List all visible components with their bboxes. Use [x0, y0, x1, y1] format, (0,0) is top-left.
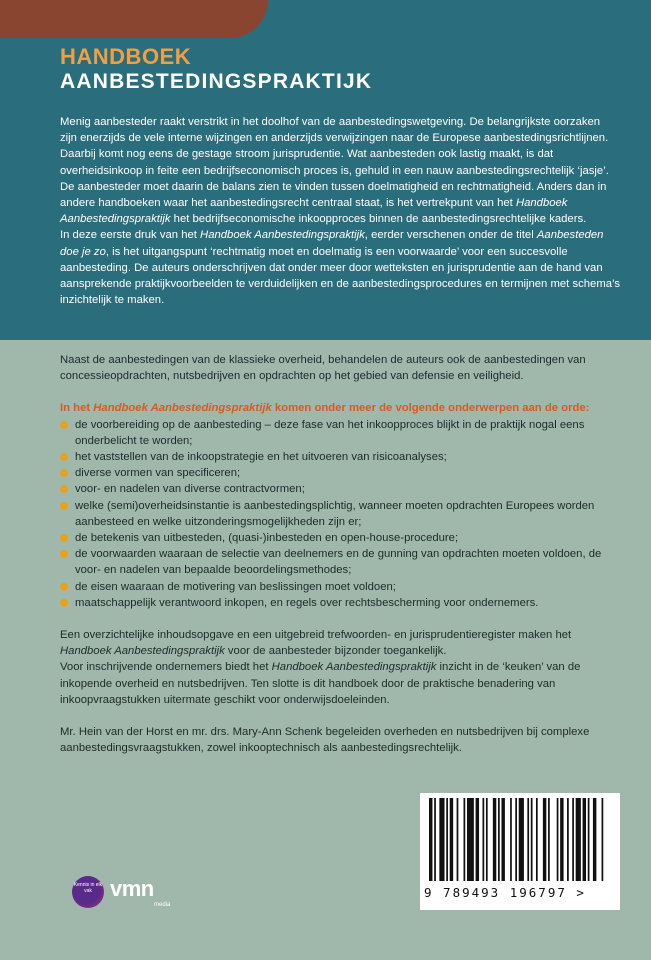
- text-span: Een overzichtelijke inhoudsopgave en een uitgebreid trefwoorden- en jurisprudentieregister maken het: [60, 629, 572, 642]
- list-item: welke (semi)overheidsinstantie is aanbestedingsplichtig, wanneer moeten opdrachten Europees worden aanbesteed en welke uitzonderingsmogelijkheden zijn er;: [60, 498, 620, 530]
- barcode-bars: [429, 798, 605, 881]
- text-span: voor de aanbesteder bijzonder toegankelijk.: [224, 645, 447, 658]
- text-span: , is het uitgangspunt ‘rechtmatig moet en doelmatig is een voorwaarde’ voor een succesvolle aanbesteding. De auteurs onderschrijven dat onder meer door wetteksten en jurisprudentie aan de hand van aansprekende praktijkvoorbeelden te verduidelijken en de aanbestedingsprocedures en termijnen met schema’s inzichtelijk te maken.: [60, 245, 620, 307]
- intro-paragraph-2: [60, 227, 620, 308]
- list-item: diverse vormen van specificeren;: [60, 465, 620, 481]
- intro-text: [60, 114, 620, 308]
- list-item: de eisen waaraan de motivering van beslissingen moet voldoen;: [60, 579, 620, 595]
- topics-lead: [60, 400, 620, 416]
- barcode: [420, 793, 620, 910]
- book-title-italic: Handboek Aanbestedingspraktijk: [271, 661, 437, 674]
- logo-circle-text: Kennis in elk vak: [73, 882, 103, 894]
- lower-text: [60, 352, 620, 756]
- list-item: maatschappelijk verantwoord inkopen, en regels over rechtsbescherming voor ondernemers.: [60, 595, 620, 611]
- list-item: voor- en nadelen van diverse contractvormen;: [60, 481, 620, 497]
- publisher-logo: [72, 872, 182, 912]
- text-span: komen onder meer de volgende onderwerpen aan de orde:: [271, 402, 590, 415]
- text-span: inzicht in de ‘keuken’ van de inkopende overheid en nutsbedrijven. Ten slotte is dit handboek door de praktische benadering van inkoopvraagstukken uitermate geschikt voor onderwijsdoeleinden.: [60, 661, 581, 706]
- text-span: In deze eerste druk van het: [60, 229, 201, 242]
- list-item: het vaststellen van de inkoopstrategie en het uitvoeren van risicoanalyses;: [60, 449, 620, 465]
- top-panel: [0, 0, 651, 340]
- list-item: de betekenis van uitbesteden, (quasi-)inbesteden en open-house-procedure;: [60, 530, 620, 546]
- book-title-italic: Handboek Aanbestedingspraktijk: [200, 229, 365, 242]
- logo-subtext: media: [154, 902, 171, 908]
- book-title-italic: Handboek Aanbestedingspraktijk: [93, 402, 272, 415]
- intro-paragraph-1: [60, 114, 620, 227]
- book-title-italic: Handboek Aanbestedingspraktijk: [60, 645, 225, 658]
- corner-decoration: [0, 0, 268, 38]
- text-span: Voor inschrijvende ondernemers biedt het: [60, 661, 272, 674]
- title-line-2: AANBESTEDINGSPRAKTIJK: [60, 70, 373, 93]
- paragraph-authors: Mr. Hein van der Horst en mr. drs. Mary-Ann Schenk begeleiden overheden en nutsbedrijven bij complexe aanbestedingsvraagstukken, zowel inkooptechnisch als aanbestedingsrechtelijk.: [60, 726, 590, 755]
- list-item: de voorwaarden waaraan de selectie van deelnemers en de gunning van opdrachten moeten voldoen, de voor- en nadelen van bepaalde beoordelingsmethodes;: [60, 546, 620, 578]
- text-span: , eerder verschenen onder de titel: [364, 229, 537, 242]
- topics-list: [60, 417, 620, 611]
- text-span: Menig aanbesteder raakt verstrikt in het doolhof van de aanbestedingswetgeving. De belangrijkste oorzaken zijn enerzijds de vele interne wijzingen en anderzijds verwijzingen naar de Europese aanbestedingsrichtlijnen. Daarbij komt nog eens de gestage stroom jurisprudentie. Wat aanbesteden ook lastig maakt, is dat overheidsinkoop in feite een bedrijfseconomisch proces is, gehuld in een nauw aanbestedingsrechtelijk ‘jasje’. De aanbesteder moet daarin de balans zien te vinden tussen doelmatigheid en rechtmatigheid. Anders dan in andere handboeken waar het aanbestedingsrecht centraal staat, is het vertrekpunt van het: [60, 116, 609, 210]
- list-item: de voorbereiding op de aanbesteding – deze fase van het inkoopproces blijkt in de praktijk nogal eens onderbelicht te worden;: [60, 417, 620, 449]
- paragraph-scope: Naast de aanbestedingen van de klassieke overheid, behandelen de auteurs ook de aanbestedingen van concessieopdrachten, nutsbedrijven en opdrachten op het gebied van defensie en veiligheid.: [60, 354, 586, 383]
- isbn-number: 9 789493 196797 >: [424, 885, 586, 900]
- paragraph-entrepreneurs: [60, 659, 620, 708]
- text-span: het bedrijfseconomische inkoopproces binnen de aanbestedingsrechtelijke kaders.: [170, 213, 587, 226]
- former-title-italic: Aanbesteden doe je zo: [60, 229, 604, 258]
- title-line-1: HANDBOEK: [60, 44, 192, 69]
- text-span: In het: [60, 402, 94, 415]
- logo-wordmark: vmn: [110, 876, 154, 901]
- paragraph-index: [60, 627, 620, 659]
- book-title-italic: Handboek Aanbestedingspraktijk: [60, 197, 568, 226]
